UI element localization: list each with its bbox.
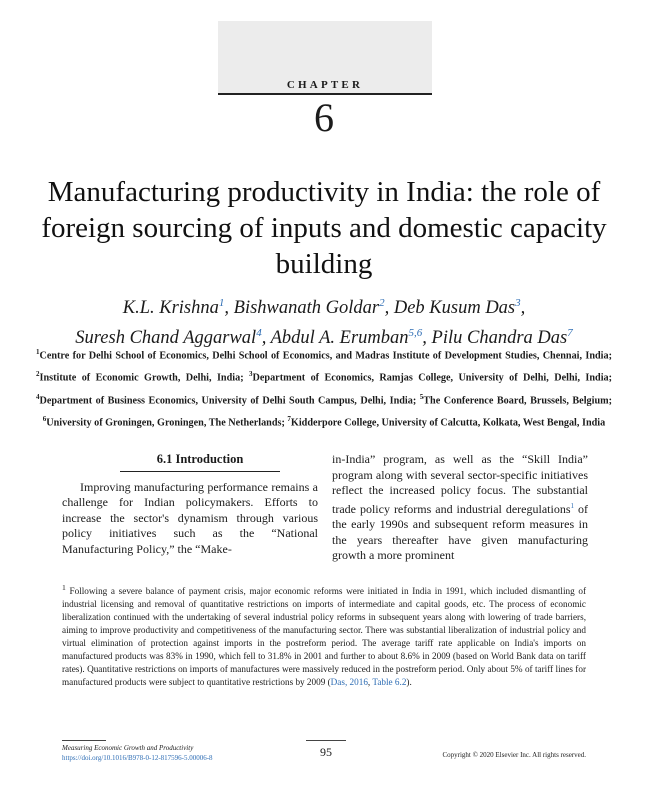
footnote-ref[interactable]: 1 <box>570 501 575 510</box>
author-name: Deb Kusum Das <box>393 298 516 319</box>
author-name: Bishwanath Goldar <box>233 298 380 319</box>
chapter-number: 6 <box>314 95 334 140</box>
doi-link[interactable]: https://doi.org/10.1016/B978-0-12-817596-5.00006-8 <box>62 754 213 762</box>
book-title: Measuring Economic Growth and Productivity <box>62 744 194 752</box>
copyright: Copyright © 2020 Elsevier Inc. All rights reserved. <box>442 751 586 759</box>
footnote-text: Following a severe balance of payment crisis, major economic reforms were initiated in India in 1991, which included dismantling of industrial licensing and removal of quantitative restrictions on imports of intermediate and capital goods, etc. The process of economic liberalization continued with the undertaking of several industrial policy reforms in subsequent years along with lowering of trade barriers, aiming to improve productivity and competitiveness of the manufacturing sector. There was substantial liberalization of industrial policy and virtual elimination of protection against imports in the postreform period. The average tariff rate applicable on India's imports on manufactured products was 83% in 1990, which fell to 31.8% in 2001 and further to about 8.6% in 2009 (based on World Bank data on tariff rates). Quantitative restrictions on imports of manufactures were massively reduced in the postreform period. Only about 5% of tariff lines for manufactured products were subject to quantitative restrictions by 2009 ( <box>62 586 587 688</box>
paragraph-text: in-India” program, as well as the “Skill India” program along with several sector-specific initiatives reflect the increased policy focus. The substantial trade policy reforms and industrial deregulations <box>332 452 588 516</box>
affil-text: Kidderpore College, University of Calcutta, Kolkata, West Bengal, India <box>290 417 606 429</box>
author-name: Abdul A. Erumban <box>270 328 409 349</box>
author-affil-marker[interactable]: 5,6 <box>408 327 423 340</box>
section-heading: 6.1 Introduction <box>120 452 280 472</box>
affil-text: University of Groningen, Groningen, The Netherlands; <box>46 417 285 429</box>
affil-marker: 1 <box>36 348 40 356</box>
intro-paragraph-right <box>332 452 588 564</box>
page-number: 95 <box>320 745 332 759</box>
author-affil-marker[interactable]: 3 <box>515 297 521 309</box>
affil-marker: 5 <box>419 392 424 401</box>
affil-marker: 7 <box>287 415 291 424</box>
author-name: K.L. Krishna <box>122 298 219 319</box>
affil-marker: 3 <box>249 370 253 379</box>
affil-text: Department of Business Economics, University of Delhi South Campus, Delhi, India; <box>39 395 417 407</box>
affil-text: Department of Economics, Ramjas College, University of Delhi, Delhi, India; <box>252 372 613 384</box>
footnote-end: ). <box>406 677 412 688</box>
chapter-label: CHAPTER <box>286 79 364 91</box>
table-link[interactable]: Table 6.2 <box>372 677 407 688</box>
author-name: Pilu Chandra Das <box>431 328 568 349</box>
author-affil-marker[interactable]: 1 <box>218 297 225 309</box>
affil-marker: 2 <box>36 370 40 379</box>
paragraph-text: of the early 1990s and subsequent reform measures in the years thereafter have given manufacturing growth a more prominent <box>332 501 588 562</box>
affil-marker: 4 <box>36 392 40 401</box>
author-name: Suresh Chand Aggarwal <box>75 328 257 349</box>
affiliations <box>36 343 612 433</box>
right-column <box>332 452 588 564</box>
citation-link[interactable]: Das, 2016 <box>330 677 368 688</box>
author-affil-marker[interactable]: 2 <box>379 297 385 309</box>
author-list: K.L. Krishna$^1$, Bishwanath Goldar$^2$, Deb Kusum Das$^3$, Suresh Chand Aggarwal$^4$, Abdul A. Erumban$^{5,6}$, Pilu Chandra Das$^7$ <box>75 297 573 349</box>
intro-paragraph-left: Improving manufacturing performance remains a challenge for Indian policymakers. Efforts to increase the sector's dynamism through various policy initiatives such as the “National Manufacturing Policy,” the “Make- <box>62 479 318 556</box>
author-affil-marker[interactable]: 4 <box>256 327 262 340</box>
footer-rule <box>62 740 106 741</box>
footnote <box>62 581 586 689</box>
chapter-title: Manufacturing productivity in India: the role of foreign sourcing of inputs and domestic capacity building <box>41 176 607 280</box>
author-affil-marker[interactable]: 7 <box>567 327 573 340</box>
affil-text: Institute of Economic Growth, Delhi, India; <box>39 372 244 384</box>
left-column <box>62 452 318 557</box>
affil-text: Centre for Delhi School of Economics, Delhi School of Economics, and Madras Institute of Development Studies, Chennai, India; <box>39 350 612 362</box>
affil-marker: 6 <box>42 415 47 424</box>
footnote-marker: 1 <box>62 583 66 592</box>
affil-text: The Conference Board, Brussels, Belgium; <box>423 395 612 407</box>
footnote-sep: , <box>367 677 373 688</box>
chapter-banner <box>218 21 432 93</box>
page-number-rule <box>306 740 346 741</box>
